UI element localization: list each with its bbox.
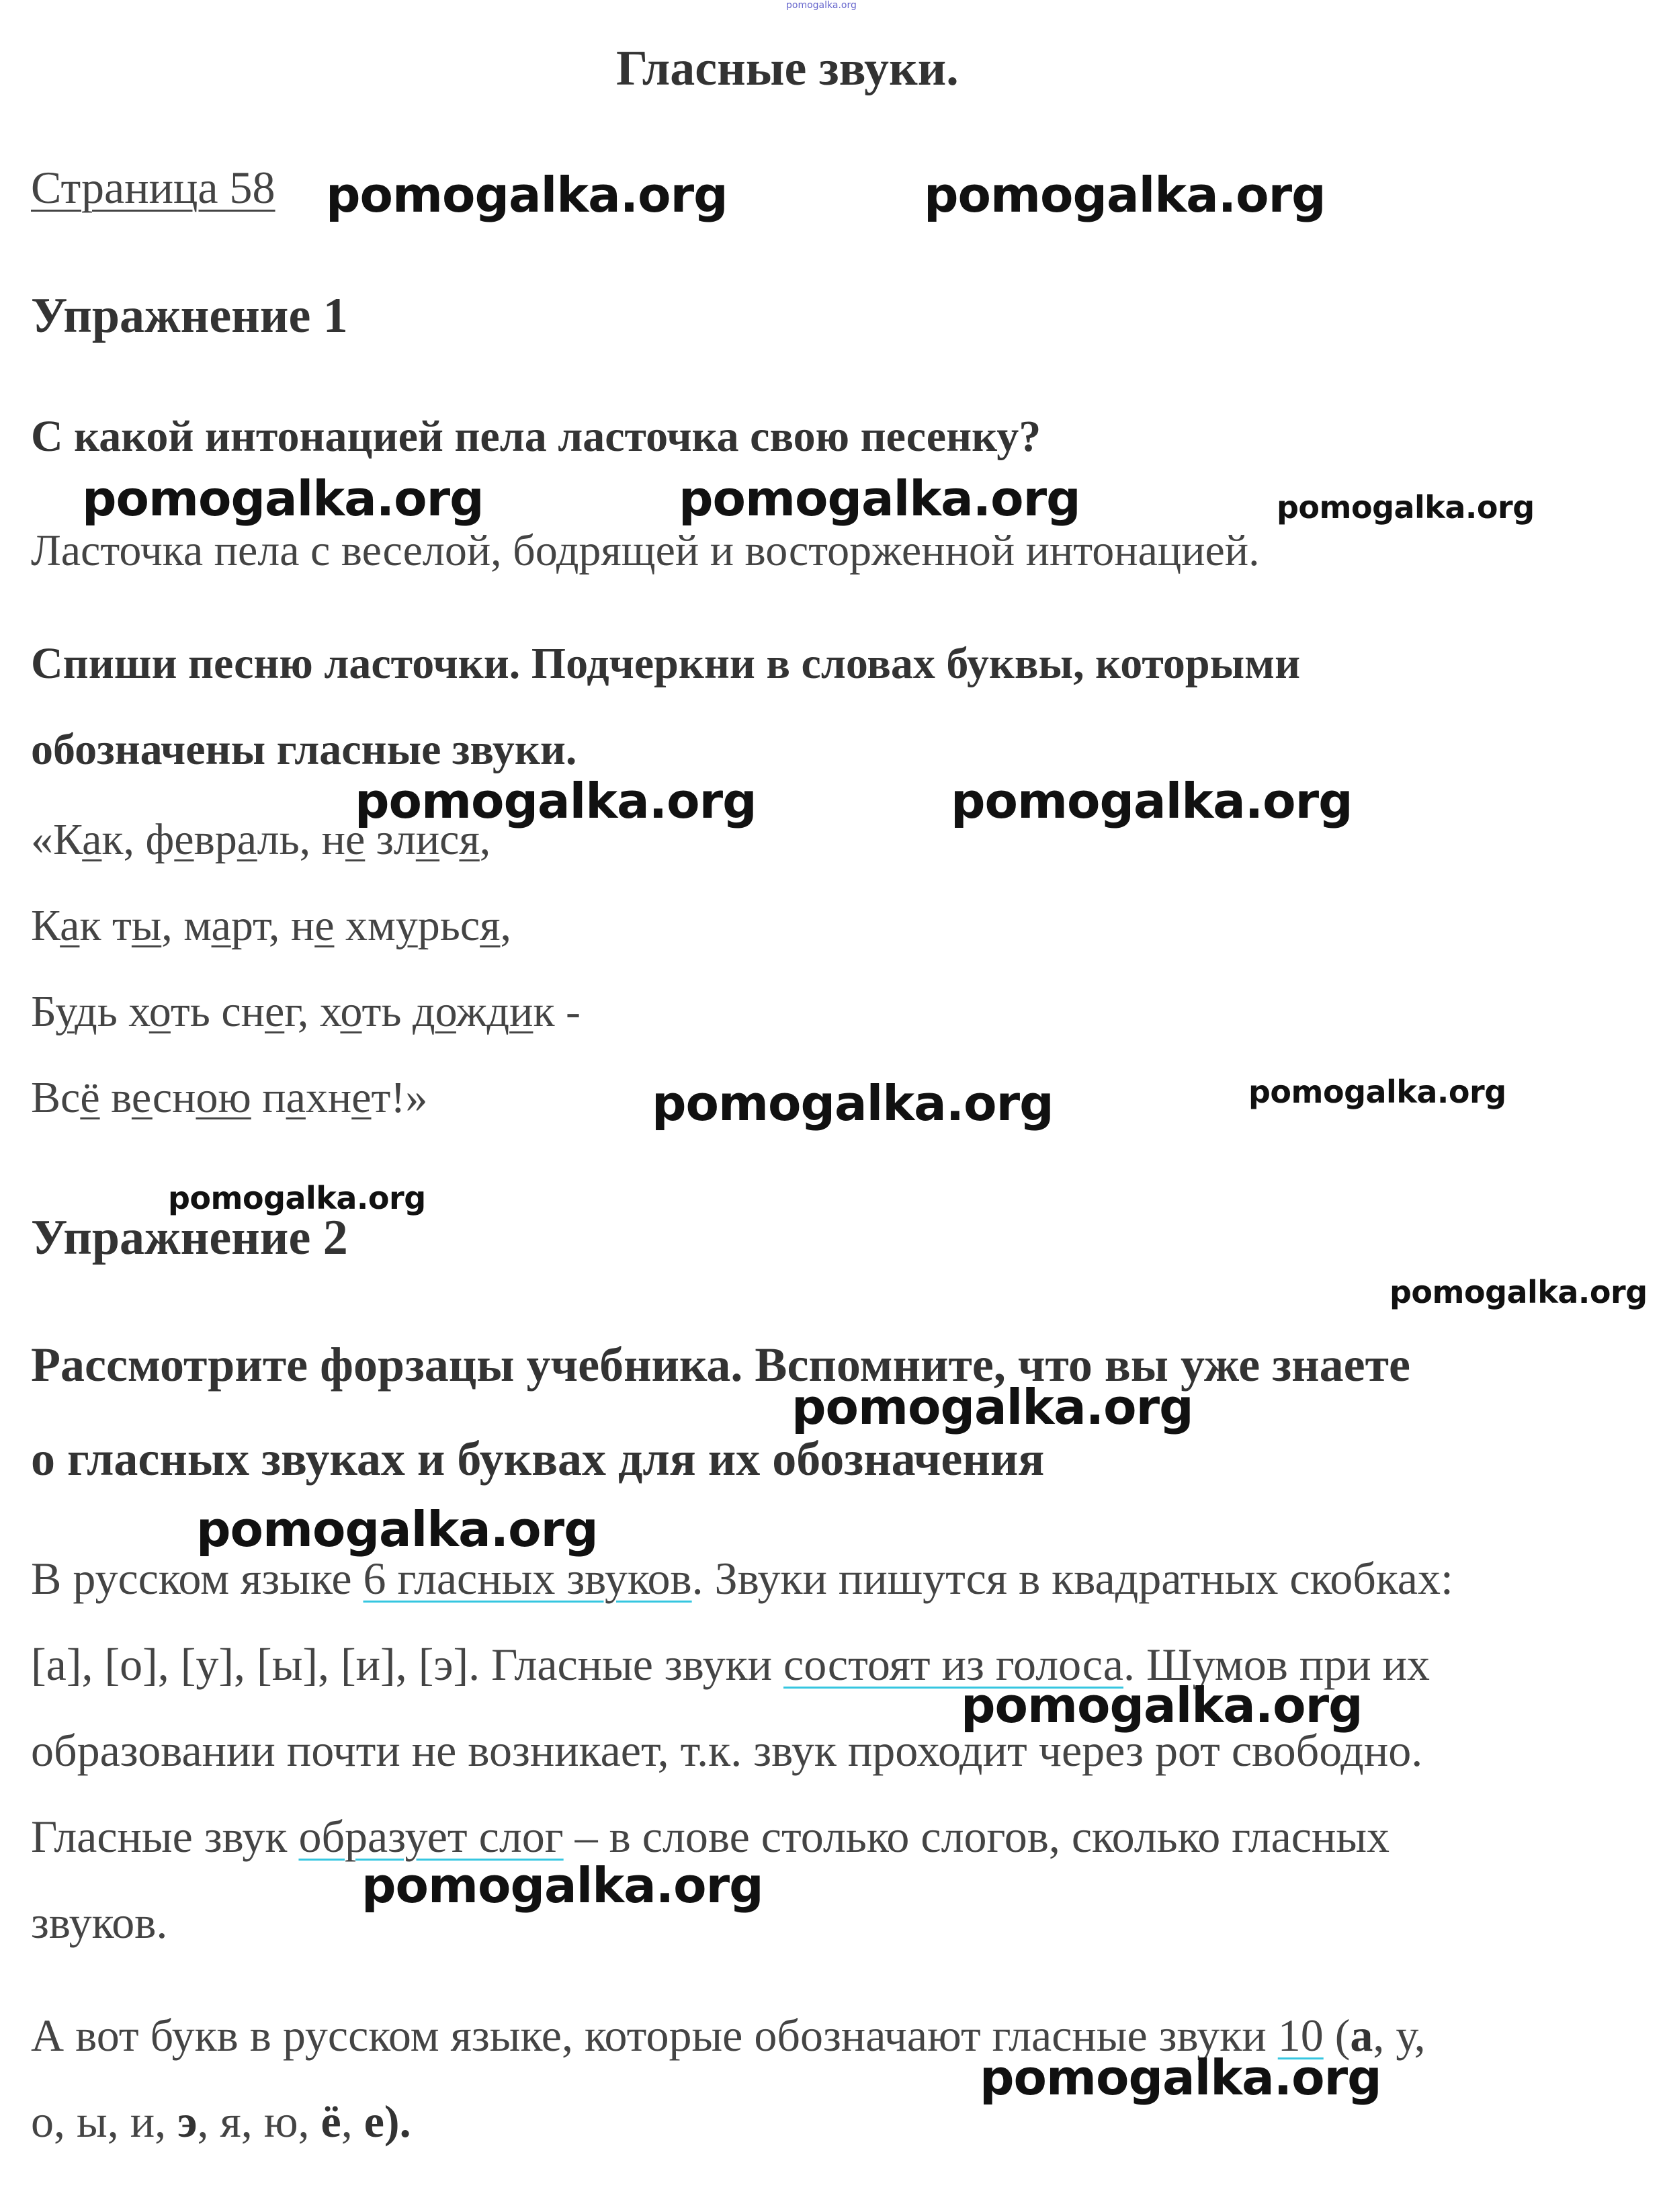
watermark[interactable]: pomogalka.org xyxy=(361,1857,763,1914)
link-six-vowels[interactable]: 6 гласных звуков xyxy=(363,1553,692,1604)
poem-text: сн xyxy=(152,1073,196,1122)
text: ( xyxy=(1323,2010,1351,2061)
vowel-underlined: ы xyxy=(131,901,162,950)
exercise-1-question-2-line-2: обозначены гласные звуки. xyxy=(31,725,577,774)
watermark[interactable]: pomogalka.org xyxy=(924,167,1326,223)
vowel-underlined: а xyxy=(82,815,102,864)
vowel-underlined: е xyxy=(314,901,335,950)
poem-line-3 xyxy=(31,986,581,1037)
vowel-underlined: а xyxy=(60,901,80,950)
poem-text: ть д xyxy=(361,987,435,1036)
exercise-2-question-line-2: о гласных звуках и буквах для их обозначения xyxy=(31,1432,1045,1486)
exercise-2-paragraph-1-line-3: образовании почти не возникает, т.к. звук проходит через рот свободно. xyxy=(31,1725,1423,1776)
exercise-2-question-line-1: Рассмотрите форзацы учебника. Вспомните, что вы уже знаете xyxy=(31,1338,1410,1392)
poem-line-1 xyxy=(31,814,490,865)
page-link-text[interactable]: Страница 58 xyxy=(31,162,275,213)
exercise-1-question-1: С какой интонацией пела ласточка свою песенку? xyxy=(31,412,1041,461)
watermark[interactable]: pomogalka.org xyxy=(652,1075,1054,1132)
link-forms-syllable[interactable]: образует слог xyxy=(298,1811,564,1862)
vowel-underlined: а xyxy=(286,1073,306,1122)
watermark[interactable]: pomogalka.org xyxy=(792,1379,1193,1435)
poem-text: хн xyxy=(305,1073,352,1122)
poem-text: , xyxy=(479,815,491,864)
poem-text: к т xyxy=(79,901,132,950)
watermark[interactable]: pomogalka.org xyxy=(1390,1274,1648,1310)
poem-text: г, х xyxy=(284,987,341,1036)
poem-text: вр xyxy=(194,815,237,864)
exercise-2-paragraph-1-line-1 xyxy=(31,1552,1453,1605)
link-consist-of-voice[interactable]: состоят из голоса xyxy=(783,1639,1123,1690)
poem-text: Б xyxy=(31,987,56,1036)
vowel-underlined: я xyxy=(459,815,480,864)
poem-text: с xyxy=(439,815,460,864)
vowel-underlined: е xyxy=(174,815,194,864)
poem-text: т!» xyxy=(371,1073,428,1122)
watermark[interactable]: pomogalka.org xyxy=(1248,1074,1506,1110)
vowel-underlined: ё xyxy=(80,1073,100,1122)
watermark[interactable]: pomogalka.org xyxy=(980,2049,1381,2106)
poem-text: рьс xyxy=(417,901,480,950)
watermark[interactable]: pomogalka.org xyxy=(82,470,484,527)
bold-letter: э xyxy=(177,2096,198,2147)
vowel-underlined: о xyxy=(435,987,456,1036)
vowel-underlined: о xyxy=(148,987,171,1036)
text: В русском языке xyxy=(31,1553,364,1604)
bold-text: ). xyxy=(384,2096,411,2147)
page-link[interactable] xyxy=(31,161,275,214)
watermark[interactable]: pomogalka.org xyxy=(196,1501,598,1558)
text: . Шумов при их xyxy=(1123,1639,1430,1690)
poem-text: зл xyxy=(365,815,416,864)
vowel-underlined: ою xyxy=(196,1073,251,1122)
poem-text: к, ф xyxy=(101,815,175,864)
vowel-underlined: и xyxy=(415,815,440,864)
poem-text: «К xyxy=(31,815,83,864)
poem-text: к - xyxy=(533,987,581,1036)
vowel-underlined: о xyxy=(340,987,362,1036)
watermark[interactable]: pomogalka.org xyxy=(679,470,1080,527)
bold-letter: а xyxy=(1350,2010,1373,2061)
exercise-2-paragraph-1-line-5: звуков. xyxy=(31,1897,168,1948)
vowel-underlined: е xyxy=(264,987,285,1036)
poem-text: Вс xyxy=(31,1073,81,1122)
poem-text: ль, н xyxy=(257,815,345,864)
vowel-underlined: е xyxy=(345,815,366,864)
text: , я, ю, xyxy=(197,2096,321,2147)
poem-text: рт, н xyxy=(230,901,315,950)
exercise-2-paragraph-2-line-2 xyxy=(31,2095,411,2148)
poem-text: п xyxy=(251,1073,286,1122)
vowel-underlined: е xyxy=(131,1073,153,1122)
exercise-2-heading: Упражнение 2 xyxy=(31,1210,348,1265)
vowel-underlined: и xyxy=(509,987,533,1036)
poem-text: в xyxy=(99,1073,132,1122)
text: А вот букв в русском языке, которые обозначают гласные звуки xyxy=(31,2010,1278,2061)
exercise-2-paragraph-1-line-4 xyxy=(31,1810,1390,1863)
poem-line-2 xyxy=(31,900,511,951)
page-title: Гласные звуки. xyxy=(616,41,959,96)
watermark[interactable]: pomogalka.org xyxy=(961,1677,1363,1734)
watermark-top-tiny[interactable]: pomogalka.org xyxy=(786,0,857,11)
text: о, ы, и, xyxy=(31,2096,178,2147)
watermark[interactable]: pomogalka.org xyxy=(1277,489,1535,525)
poem-text: хм xyxy=(334,901,396,950)
vowel-underlined: е xyxy=(351,1073,372,1122)
poem-text: К xyxy=(31,901,60,950)
poem-text: , xyxy=(500,901,512,950)
vowel-underlined: а xyxy=(237,815,257,864)
poem-text: ть сн xyxy=(170,987,265,1036)
text: , у, xyxy=(1373,2010,1426,2061)
watermark[interactable]: pomogalka.org xyxy=(168,1180,426,1216)
bold-letter: ё xyxy=(320,2096,341,2147)
exercise-1-heading: Упражнение 1 xyxy=(31,288,348,343)
poem-text: , м xyxy=(161,901,212,950)
poem-text: жд xyxy=(456,987,510,1036)
bold-letter: е xyxy=(364,2096,384,2147)
watermark[interactable]: pomogalka.org xyxy=(951,773,1353,829)
watermark[interactable]: pomogalka.org xyxy=(355,773,757,829)
poem-text: дь х xyxy=(75,987,149,1036)
text: , xyxy=(341,2096,364,2147)
text: . Звуки пишутся в квадратных скобках: xyxy=(691,1553,1453,1604)
vowel-underlined: у xyxy=(395,901,418,950)
exercise-1-answer-1: Ласточка пела с веселой, бодрящей и восторженной интонацией. xyxy=(31,526,1260,575)
vowel-underlined: я xyxy=(480,901,501,950)
watermark[interactable]: pomogalka.org xyxy=(326,167,728,223)
text: Гласные звук xyxy=(31,1811,299,1862)
exercise-1-question-2-line-1: Спиши песню ласточки. Подчеркни в словах буквы, которыми xyxy=(31,639,1301,688)
vowel-underlined: у xyxy=(55,987,75,1036)
text: [а], [о], [у], [ы], [и], [э]. Гласные звуки xyxy=(31,1639,784,1690)
text: – в слове столько слогов, сколько гласных xyxy=(563,1811,1390,1862)
link-ten[interactable]: 10 xyxy=(1277,2010,1324,2061)
poem-line-4 xyxy=(31,1072,427,1123)
vowel-underlined: а xyxy=(211,901,231,950)
